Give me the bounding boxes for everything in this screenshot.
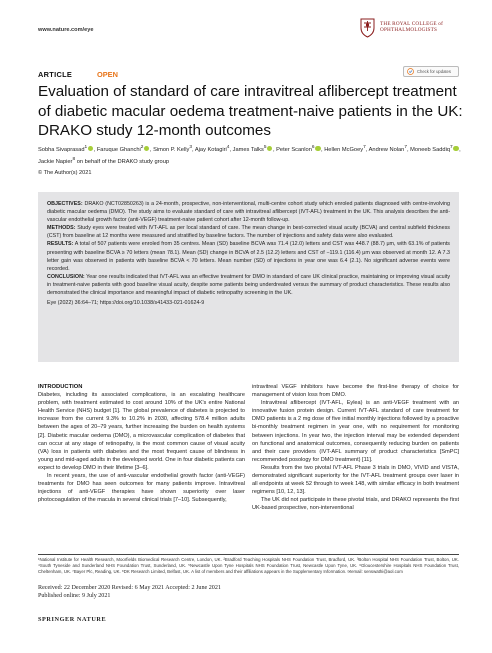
objectives-label: OBJECTIVES: — [47, 201, 83, 207]
methods-text: Study eyes were treated with IVT-AFL as per local standard of care. The mean change in best-corrected visual acuity (BCVA) and central subfield thickness (CST) from baseline at 12 months were measured and stratified by baseline factors. The number of injections and safety data were also evaluated. — [47, 225, 450, 240]
article-type-label: ARTICLE — [38, 70, 73, 79]
intro-paragraph: The UK did not participate in these pivotal trials, and DRAKO represents the first UK-based prospective, non-interventional — [252, 497, 459, 512]
citation-line[interactable]: Eye (2022) 36:64–71; https://doi.org/10.1038/s41433-021-01624-9 — [47, 300, 205, 307]
results-label: RESULTS: — [47, 241, 74, 248]
orcid-icon[interactable] — [315, 146, 321, 152]
journal-logo — [359, 16, 479, 38]
abstract-results — [47, 240, 450, 272]
body-column-right — [252, 383, 459, 513]
intro-paragraph: Results from the two pivotal IVT-AFL Phase 3 trials in DMO, VIVID and VISTA, demonstrated significant superiority for the IVT-AFL treatment groups over laser in all endpoints at week 52 through to week 148, with similar efficacy in both treatment regimens [10, 12, 13]. — [252, 464, 459, 496]
author-name[interactable]: Jackie Napier — [38, 159, 73, 166]
results-text: A total of 507 patients were enroled from 35 centres. Mean (SD) baseline BCVA was 71.4 (12.0) letters and CST was 448.7 (88.7) μm, with 63.1% of patients presenting with baseline BCVA ≥ 70 letters (mean 78.1). Mean (SD) change in BCVA of 2.5 (12.2) letters and CST of −119.1 (116.4) μm was observed at month 12. A 7.3 letter gain was observed in patients with baseline BCVA < 70 letters. Mean number (SD) of injections in year one was 6.4 (2.1). No significant adverse events were recorded. — [47, 241, 450, 272]
abstract-box — [38, 192, 459, 362]
publication-dates — [38, 585, 221, 600]
author-name[interactable]: Faruque Ghanchi — [96, 146, 141, 153]
article-type-row — [38, 70, 458, 80]
open-access-label: OPEN — [97, 70, 118, 79]
author-name[interactable]: Simon P. Kelly — [153, 146, 190, 153]
orcid-icon[interactable] — [267, 146, 273, 152]
published-date: Published online: 9 July 2021 — [38, 592, 111, 599]
intro-paragraph: intravitreal VEGF inhibitors have become the first-line therapy of choice for management of vision loss from DMO. — [252, 384, 459, 399]
orcid-icon[interactable] — [453, 146, 459, 152]
conclusion-label: CONCLUSION: — [47, 273, 85, 280]
crest-icon — [359, 17, 376, 38]
intro-paragraph: Diabetes, including its associated complications, is an escalating healthcare problem, with treatment estimated to cost around 10% of the UK's entire National Health Service (NHS) budget [1]. The global prevalence of diabetes is projected to increase from the current 9.3% to 10.2% in 2030, affecting 578.4 million adults between the ages of 20–79 years, further increasing the burden on health systems [2]. Diabetic macular oedema (DMO), a microvascular complication of diabetes that can occur at any stage of retinopathy, is the most common cause of visual acuity (VA) loss in patients with diabetes and the most frequent cause of blindness in young and mid-aged adults in the developed world. One in four diabetic patients can expect to develop DMO in their lifetime [3–6]. — [38, 392, 245, 471]
check-for-updates-label: Check for updates — [417, 69, 451, 74]
author-name[interactable]: Peter Scanlon — [276, 146, 312, 153]
journal-url[interactable]: www.nature.com/eye — [38, 27, 94, 33]
logo-text — [380, 21, 443, 33]
affiliations-footnote: ¹National Institute for Health Research, Moorfields Biomedical Research Centre, London, UK. ²Bradford Teaching Hospitals NHS Foundation Trust, Bradford, UK. ³Bolton Hospital NHS Foundation Trust, Bolton, UK. ⁴South Tyneside and Sunderland NHS Foundation Trust, Sunderland, UK. ⁵Newcastle Upon Tyne Hospitals NHS Foundation Trust, Newcastle Upon Tyne, UK. ⁶Gloucestershire Hospitals NHS Foundation Trust, Cheltenham, UK. ⁷Bayer Plc, Reading, UK. ⁸DK Research Limited, Belfast, UK. A list of members and their affiliations appears in the Supplementary Information. ✉email: senswathi@aol.com — [38, 557, 459, 575]
section-heading-introduction: INTRODUCTION — [38, 384, 83, 390]
article-title: Evaluation of standard of care intravitreal aflibercept treatment of diabetic macular oedema treatment-naive patients in the UK: DRAKO study 12-month outcomes — [38, 83, 463, 140]
intro-paragraph: In recent years, the use of anti-vascular endothelial growth factor (anti-VEGF) treatments for DMO has seen outcomes for many patients improve. Intravitreal injections of anti-VEGF therapies have shown superiority over laser photocoagulation of the macula in several clinical trials [7–10]. Subsequently, — [38, 473, 245, 504]
author-name[interactable]: James Talks — [232, 146, 264, 153]
update-check-icon — [407, 68, 414, 75]
author-name[interactable]: Moneeb Saddiq — [410, 146, 451, 153]
objectives-text: DRAKO (NCT02850263) is a 24-month, prospective, non-interventional, multi-centre cohort study which enroled patients diagnosed with centre-involving diabetic macular oedema (DMO). The study aims to evaluate standard of care with intravitreal aflibercept (IVT-AFL) treatment in the UK. This analysis describes the anti-vascular endothelial growth factor (anti-VEGF) treatment-naive patient cohort after 12-month follow-up. — [47, 201, 450, 224]
abstract-objectives — [47, 200, 450, 224]
abstract-conclusion — [47, 273, 450, 297]
author-name[interactable]: Sobha Sivaprasad — [38, 146, 85, 153]
intro-paragraph: Intravitreal aflibercept (IVT-AFL, Eylea) is an anti-VEGF treatment with an innovative fusion protein design. Current IVT-AFL standard of care treatment for DMO patients is a 2 mg dose of five initial monthly injections followed by a proactive bi-monthly treatment regimen in year one, with no requirement for monitoring between injections. In year two, the injection interval may be extended dependent on functional and anatomical outcomes, consequently reducing burden on patients and their care providers (IVT-AFL summary of product characteristics [SmPC] recommended posology for DMO treatment) [11]. — [252, 400, 459, 463]
author-list: Sobha Sivaprasad$^1$ , Faruque Ghanchi$^2$ , Simon P. Kelly$^3$, Ajay Kotagiri$^4$, James Talks$^5$ , Peter Scanlon$^6$ , Hellen McGoey$^7$, Andrew Nolan$^7$, Moneeb Saddiq$^7$ , Jackie Napier$^8$ on behalf of the DRAKO study group — [38, 145, 461, 166]
methods-label: METHODS: — [47, 225, 76, 232]
conclusion-text: Year one results indicated that IVT-AFL was an effective treatment for DMO in standard of care UK clinical practice, maintaining or improving visual acuity in treatment-naive patients with good baseline visual acuity, despite some patients being underdreated versus the summary of product characteristics. These results also demonstrated the clinical importance and meaningful impact of diabetic retinopathy screening in the UK. — [47, 273, 450, 297]
body-column-left — [38, 383, 245, 504]
orcid-icon[interactable] — [88, 146, 94, 152]
orcid-icon[interactable] — [144, 146, 150, 152]
author-name[interactable]: Hellen McGoey — [324, 146, 364, 153]
logo-line-1: THE ROYAL COLLEGE of — [380, 20, 444, 27]
author-name[interactable]: Ajay Kotagiri — [194, 146, 227, 153]
author-name[interactable]: Andrew Nolan — [368, 146, 405, 153]
logo-line-2: OPHTHALMOLOGISTS — [380, 27, 438, 33]
check-for-updates-button[interactable] — [403, 66, 459, 77]
received-dates: Received: 22 December 2020 Revised: 6 May 2021 Accepted: 2 June 2021 — [38, 585, 221, 591]
copyright-notice: © The Author(s) 2021 — [38, 170, 92, 176]
publisher-logo: SPRINGER NATURE — [38, 616, 107, 623]
abstract-methods — [47, 224, 450, 240]
footnote-divider — [38, 554, 459, 555]
